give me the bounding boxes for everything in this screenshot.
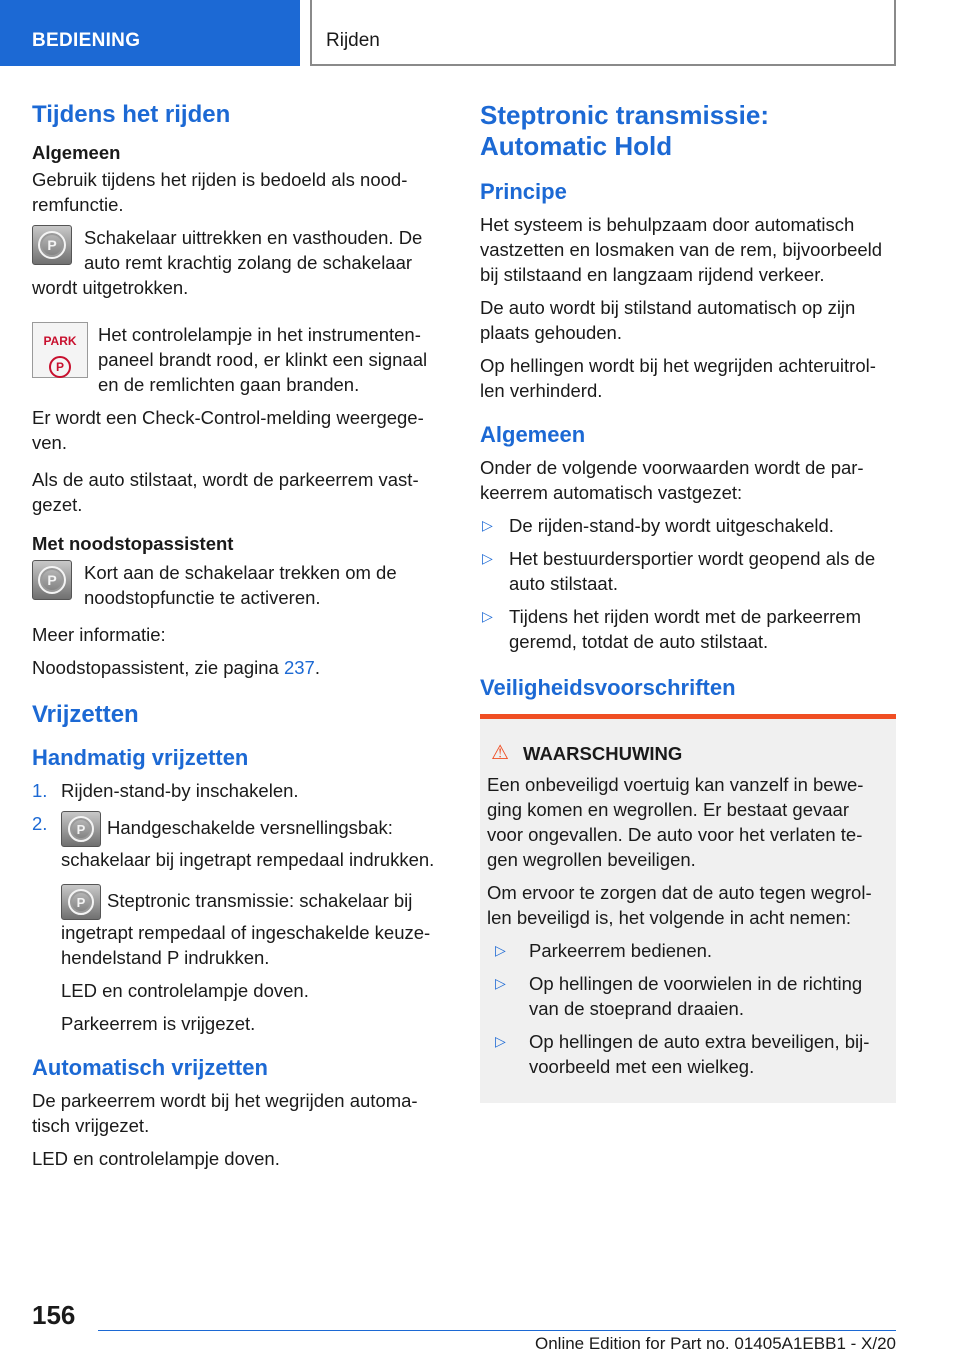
footer-divider — [98, 1330, 896, 1331]
parking-brake-switch-icon — [32, 225, 72, 265]
list-item-text: Op hellingen de auto extra beveiligen, bij-voorbeeld met een wielkeg. — [529, 1031, 870, 1077]
heading-noodstopassistent: Met noodstopassistent — [32, 533, 234, 554]
parking-brake-ring: P — [68, 816, 94, 842]
step-number: 2. — [32, 813, 48, 834]
list-item-text: De rijden-stand-by wordt uitgeschakeld. — [509, 515, 834, 536]
step2-steptronic-text: Steptronic transmissie: schakelaar bij ingetrapt rempedaal of ingeschakelde keuze-hendelstand P indrukken. — [61, 889, 431, 968]
chapter-title: Rijden — [310, 0, 896, 66]
section-title: BEDIENING — [0, 0, 300, 66]
nood-ref-dot: . — [314, 657, 320, 678]
warning-list — [487, 938, 886, 1079]
list-item-text: Het bestuurdersportier wordt geopend als de auto stilstaat. — [509, 548, 876, 594]
heading-veiligheidsvoorschriften: Veiligheidsvoorschriften — [480, 675, 736, 700]
list-item — [480, 513, 896, 538]
step-number: 1. — [32, 780, 48, 801]
step2-steptronic — [32, 884, 442, 970]
steps-list — [32, 778, 442, 872]
warning-paragraph-1: Een onbeveiligd voertuig kan vanzelf in bewe-ging komen en wegrollen. Er bestaat gevaar voor ongevallen. De auto voor het verlaten te-gen wegrollen beveiligen. — [487, 774, 864, 870]
bullet-icon: ▷ — [482, 517, 493, 533]
list-item — [480, 546, 896, 596]
list-item — [480, 604, 896, 654]
parking-brake-ring: P — [68, 889, 94, 915]
heading-handmatig-vrijzetten: Handmatig vrijzetten — [32, 745, 249, 770]
list-item — [32, 778, 442, 803]
paragraph-led: LED en controlelampje doven. — [32, 1148, 280, 1169]
park-ring: P — [49, 356, 71, 378]
paragraph-onder: Onder de volgende voorwaarden wordt de par-keerrem automatisch vastgezet: — [480, 457, 864, 503]
page-link-237[interactable]: 237 — [283, 657, 315, 678]
heading-principe: Principe — [480, 179, 567, 204]
paragraph-algemeen: Gebruik tijdens het rijden is bedoeld als nood-remfunctie. — [32, 169, 408, 215]
step2-vrijgezet: Parkeerrem is vrijgezet. — [61, 1013, 256, 1034]
paragraph-kort-text: Kort aan de schakelaar trekken om de noodstopfunctie te activeren. — [84, 562, 397, 608]
paragraph-schakelaar-text: Schakelaar uittrekken en vasthouden. De auto remt krachtig zolang de schakelaar wordt uitgetrokken. — [32, 227, 423, 298]
paragraph-stilstand: De auto wordt bij stilstand automatisch op zijn plaats gehouden. — [480, 297, 856, 343]
right-column — [480, 100, 896, 1103]
warning-title — [487, 741, 886, 766]
paragraph-automatisch: De parkeerrem wordt bij het wegrijden automa-tisch vrijgezet. — [32, 1090, 418, 1136]
parking-brake-ring: P — [38, 231, 66, 259]
park-warning-icon — [32, 322, 88, 378]
heading-automatisch-vrijzetten: Automatisch vrijzetten — [32, 1055, 268, 1080]
park-label: PARK — [43, 334, 77, 348]
list-item — [32, 811, 442, 872]
paragraph-nood-ref — [32, 655, 442, 680]
warning-box — [480, 714, 896, 1103]
parking-brake-switch-icon — [61, 884, 101, 920]
parking-brake-switch-icon — [32, 560, 72, 600]
bullet-icon: ▷ — [482, 608, 493, 624]
nood-ref-text: Noodstopassistent, zie pagina — [32, 657, 284, 678]
bullet-icon: ▷ — [482, 550, 493, 566]
bullet-icon: ▷ — [495, 942, 506, 958]
conditions-list — [480, 513, 896, 654]
bullet-icon: ▷ — [495, 1033, 506, 1049]
footer-edition: Online Edition for Part no. 01405A1EBB1 - X/20 — [534, 1334, 896, 1353]
parking-brake-ring: P — [38, 566, 66, 594]
warning-triangle-icon: ⚠ — [491, 742, 509, 764]
paragraph-kort — [32, 560, 442, 610]
paragraph-stilstaat: Als de auto stilstaat, wordt de parkeerrem vast-gezet. — [32, 469, 419, 515]
list-item — [493, 938, 886, 963]
paragraph-controlelampje-text: Het controlelampje in het instrumenten-paneel brandt rood, er klinkt een signaal en de remlichten gaan branden. — [98, 324, 428, 395]
list-item — [493, 971, 886, 1021]
list-item-text: Parkeerrem bedienen. — [529, 940, 713, 961]
paragraph-check-control: Er wordt een Check-Control-melding weergege-ven. — [32, 407, 424, 453]
paragraph-controlelampje — [32, 322, 442, 397]
step2-led: LED en controlelampje doven. — [61, 980, 309, 1001]
list-item-text: Op hellingen de voorwielen in de richting van de stoeprand draaien. — [529, 973, 863, 1019]
heading-tijdens-het-rijden: Tijdens het rijden — [32, 101, 231, 128]
paragraph-hellingen: Op hellingen wordt bij het wegrijden achteruitrol-len verhinderd. — [480, 355, 876, 401]
heading-algemeen: Algemeen — [32, 142, 121, 163]
list-item-text: Tijdens het rijden wordt met de parkeerrem geremd, totdat de auto stilstaat. — [509, 606, 861, 652]
heading-vrijzetten: Vrijzetten — [32, 701, 139, 728]
step-text: Handgeschakelde versnellingsbak: schakelaar bij ingetrapt rempedaal indrukken. — [61, 816, 435, 870]
heading-automatic-hold: Steptronic transmissie: Automatic Hold — [480, 100, 769, 161]
bullet-icon: ▷ — [495, 975, 506, 991]
paragraph-schakelaar — [32, 225, 442, 300]
parking-brake-switch-icon — [61, 811, 101, 847]
heading-algemeen-right: Algemeen — [480, 422, 586, 447]
warning-title-text: WAARSCHUWING — [523, 743, 683, 764]
list-item — [493, 1029, 886, 1079]
left-column — [32, 100, 442, 1179]
paragraph-meer-informatie: Meer informatie: — [32, 624, 166, 645]
warning-paragraph-2: Om ervoor te zorgen dat de auto tegen wegrol-len beveiligd is, het volgende in acht nemen: — [487, 882, 872, 928]
page-header — [0, 0, 960, 66]
page-number: 156 — [32, 1300, 76, 1330]
paragraph-systeem: Het systeem is behulpzaam door automatisch vastzetten en losmaken van de rem, bijvoorbeeld bij stilstaand en langzaam rijdend verkeer. — [480, 214, 883, 285]
step-text: Rijden-stand-by inschakelen. — [61, 780, 299, 801]
